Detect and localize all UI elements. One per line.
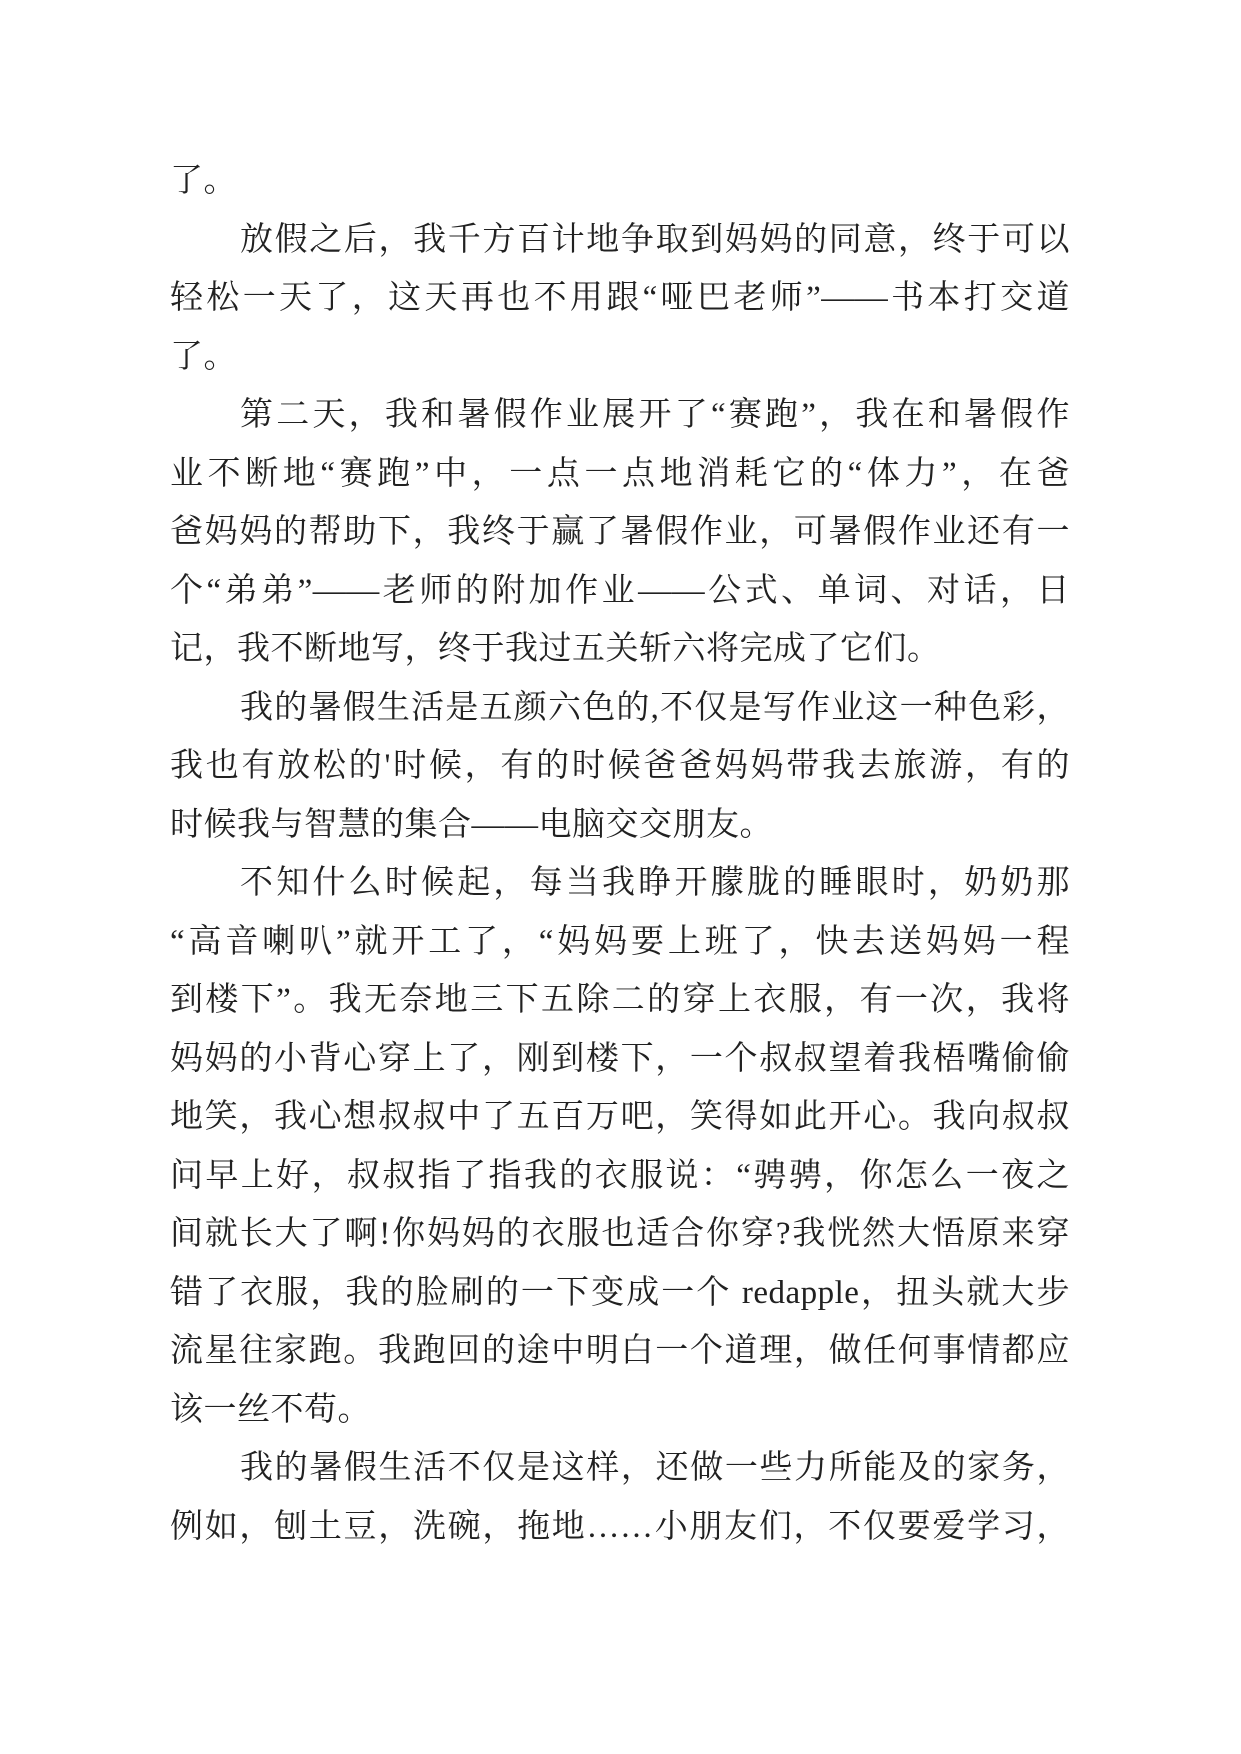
text-line: 了。 <box>170 163 237 199</box>
text-line: 了。 <box>170 338 237 375</box>
text-line: 我也有放松的'时候，有的时候爸爸妈妈带我去旅游，有的 <box>170 748 1070 784</box>
text-line: 我的暑假生活不仅是这样，还做一些力所能及的家务， <box>240 1450 1070 1486</box>
text-line: 错了衣服，我的脸刷的一下变成一个 redapple，扭头就大步 <box>170 1274 1070 1311</box>
text-line: 妈妈的小背心穿上了，刚到楼下，一个叔叔望着我梧嘴偷偷 <box>170 1040 1070 1077</box>
text-line: 个“弟弟”——老师的附加作业——公式、单词、对话，日 <box>170 572 1070 609</box>
text-line: 例如，刨土豆，洗碗，拖地……小朋友们，不仅要爱学习， <box>170 1508 1070 1545</box>
text-line: 地笑，我心想叔叔中了五百万吧，笑得如此开心。我向叔叔 <box>170 1099 1070 1135</box>
text-line: 我的暑假生活是五颜六色的,不仅是写作业这一种色彩， <box>240 689 1070 726</box>
text-line: 第二天，我和暑假作业展开了“赛跑”，我在和暑假作 <box>240 397 1070 433</box>
text-line: 该一丝不苟。 <box>170 1391 371 1428</box>
text-line: 记，我不断地写，终于我过五关斩六将完成了它们。 <box>170 631 941 667</box>
document-text-block <box>170 152 1070 1556</box>
text-line: 间就长大了啊!你妈妈的衣服也适合你穿?我恍然大悟原来穿 <box>170 1216 1070 1252</box>
text-line: 爸妈妈的帮助下，我终于赢了暑假作业，可暑假作业还有一 <box>170 514 1070 550</box>
text-line: 时候我与智慧的集合——电脑交交朋友。 <box>170 806 773 843</box>
text-line: 业不断地“赛跑”中，一点一点地消耗它的“体力”，在爸 <box>170 455 1070 492</box>
text-line: 轻松一天了，这天再也不用跟“哑巴老师”——书本打交道 <box>170 280 1070 316</box>
text-line: “高音喇叭”就开工了，“妈妈要上班了，快去送妈妈一程 <box>170 923 1070 960</box>
text-line: 不知什么时候起，每当我睁开朦胧的睡眼时，奶奶那 <box>240 865 1070 901</box>
text-line: 问早上好，叔叔指了指我的衣服说：“骋骋，你怎么一夜之 <box>170 1157 1070 1194</box>
text-line: 到楼下”。我无奈地三下五除二的穿上衣服，有一次，我将 <box>170 982 1070 1018</box>
text-line: 放假之后，我千方百计地争取到妈妈的同意，终于可以 <box>240 221 1070 258</box>
text-line: 流星往家跑。我跑回的途中明白一个道理，做任何事情都应 <box>170 1333 1070 1369</box>
